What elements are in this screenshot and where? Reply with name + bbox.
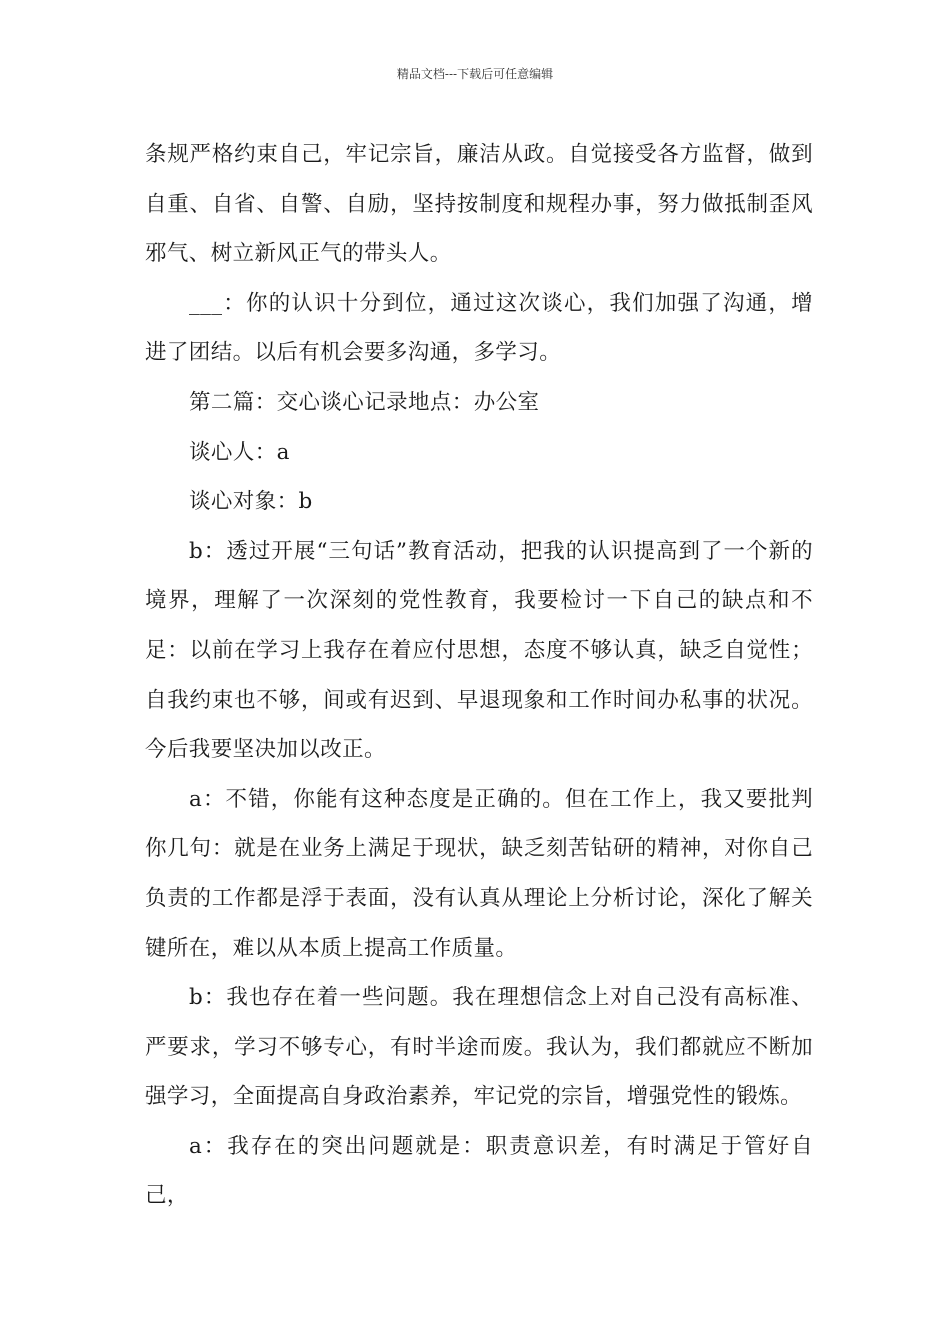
- talker-line: 谈心人：a: [189, 439, 290, 465]
- paragraph-a-2: a：我存在的突出问题就是：职责意识差，有时满足于管好自己，: [145, 1133, 813, 1209]
- paragraph-a-1: a：不错，你能有这种态度是正确的。但在工作上，我又要批判你几句：就是在业务上满足于现状，缺乏刻苦钻研的精神，对你自己负责的工作都是浮于表面，没有认真从理论上分析讨论，深化了解关键所在，难以从本质上提高工作质量。: [145, 786, 813, 961]
- paragraph-continuation: 条规严格约束自己，牢记宗旨，廉洁从政。自觉接受各方监督，做到自重、自省、自警、自励，坚持按制度和规程办事，努力做抵制歪风邪气、树立新风正气的带头人。: [145, 142, 813, 267]
- talk-target-line: 谈心对象：b: [189, 489, 313, 515]
- document-body: [145, 130, 813, 1221]
- paragraph-response: ___：你的认识十分到位，通过这次谈心，我们加强了沟通，增进了团结。以后有机会要多沟通，多学习。: [145, 290, 813, 366]
- section-heading: 第二篇：交心谈心记录地点：办公室: [189, 389, 540, 415]
- paragraph-b-1: b：透过开展“三句话”教育活动，把我的认识提高到了一个新的境界，理解了一次深刻的党性教育，我要检讨一下自己的缺点和不足：以前在学习上我存在着应付思想，态度不够认真，缺乏自觉性；自我约束也不够，间或有迟到、早退现象和工作时间办私事的状况。今后我要坚决加以改正。: [145, 538, 813, 763]
- page-header: 精品文档---下载后可任意编辑: [396, 67, 554, 81]
- paragraph-b-2: b：我也存在着一些问题。我在理想信念上对自己没有高标准、严要求，学习不够专心，有时半途而废。我认为，我们都就应不断加强学习，全面提高自身政治素养，牢记党的宗旨，增强党性的锻炼。: [145, 985, 813, 1110]
